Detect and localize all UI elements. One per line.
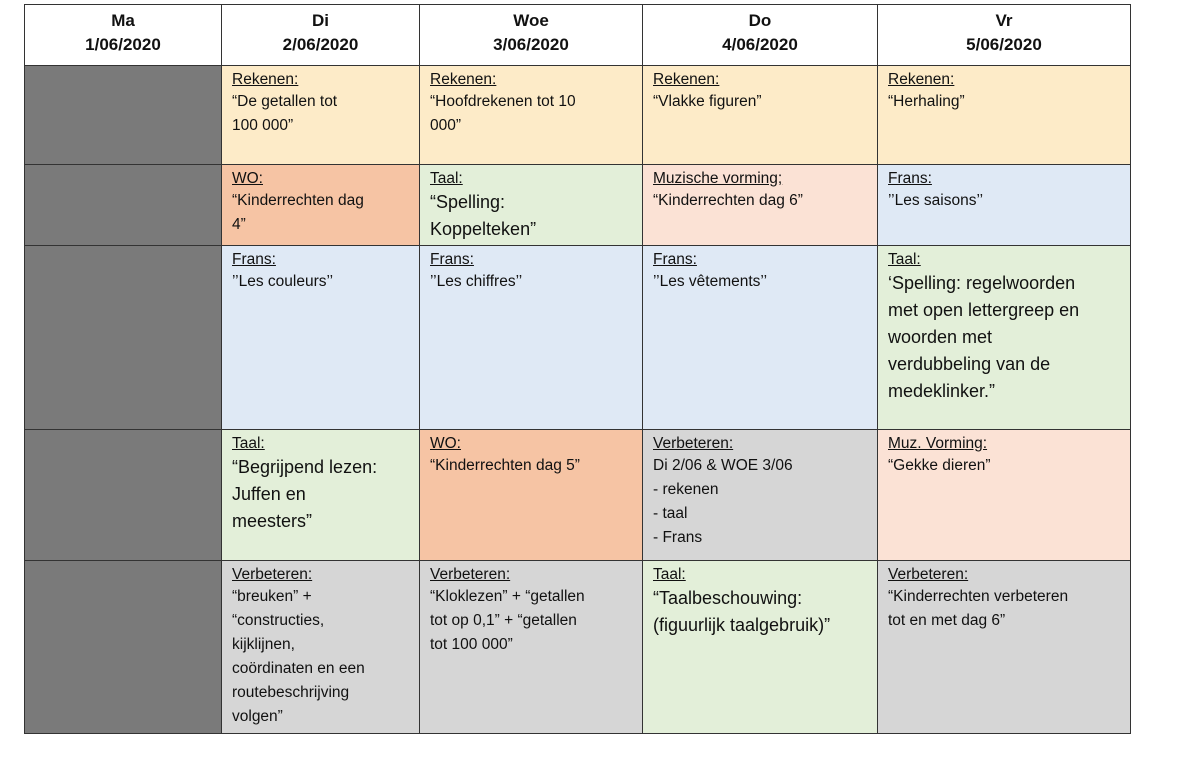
lesson-text: “Vlakke figuren”	[653, 93, 762, 110]
day-header-friday	[878, 5, 1131, 66]
lesson-text: “Kinderrechten dag 5”	[430, 457, 580, 474]
lesson-subject: Frans:	[888, 170, 932, 187]
lesson-cell	[878, 430, 1131, 561]
lesson-subject: Taal:	[430, 170, 463, 187]
lesson-subject: Frans:	[653, 251, 697, 268]
lesson-text: “Herhaling”	[888, 93, 965, 110]
day-header-tuesday	[222, 5, 420, 66]
lesson-text: ’’Les saisons’’	[888, 192, 984, 209]
lesson-text: “breuken” + “constructies, kijklijnen, coördinaten en een routebeschrijving volgen”	[232, 588, 365, 725]
lesson-cell	[643, 246, 878, 430]
day-header-thursday	[643, 5, 878, 66]
lesson-cell	[420, 165, 643, 246]
lesson-cell	[222, 561, 420, 734]
lesson-text: “Kinderrechten dag 4”	[232, 192, 364, 233]
lesson-cell	[878, 246, 1131, 430]
lesson-cell	[643, 430, 878, 561]
lesson-subject: Rekenen:	[430, 71, 497, 88]
lesson-subject: Verbeteren:	[430, 566, 511, 583]
lesson-cell	[420, 66, 643, 165]
lesson-subject: Frans:	[430, 251, 474, 268]
lesson-cell	[420, 561, 643, 734]
lesson-subject: Frans:	[232, 251, 276, 268]
schedule-row	[25, 66, 1131, 165]
lesson-text: “Taalbeschouwing: (figuurlijk taalgebruik)”	[653, 588, 831, 635]
weekly-schedule-table	[24, 4, 1131, 734]
day-name: Di	[312, 11, 329, 30]
lesson-text: “Spelling: Koppelteken”	[430, 192, 537, 239]
monday-empty-cell	[25, 430, 222, 561]
day-name: Vr	[995, 11, 1013, 30]
lesson-text: ’’Les chiffres’’	[430, 273, 523, 290]
schedule-row	[25, 561, 1131, 734]
schedule-row	[25, 430, 1131, 561]
lesson-text: ’’Les vêtements’’	[653, 273, 768, 290]
day-name: Do	[748, 11, 772, 30]
lesson-cell	[643, 561, 878, 734]
lesson-subject: Taal:	[232, 435, 265, 452]
lesson-text: “Gekke dieren”	[888, 457, 991, 474]
lesson-subject: Rekenen:	[232, 71, 299, 88]
lesson-subject: Rekenen:	[653, 71, 720, 88]
lesson-cell	[878, 561, 1131, 734]
lesson-subject: Verbeteren:	[653, 435, 734, 452]
schedule-row	[25, 246, 1131, 430]
lesson-subject: Verbeteren:	[888, 566, 969, 583]
lesson-subject: Muzische vorming;	[653, 170, 783, 187]
lesson-cell	[878, 66, 1131, 165]
lesson-text: ’’Les couleurs’’	[232, 273, 334, 290]
lesson-subject: Taal:	[888, 251, 921, 268]
monday-empty-cell	[25, 66, 222, 165]
monday-empty-cell	[25, 165, 222, 246]
lesson-subject: Rekenen:	[888, 71, 955, 88]
lesson-subject: WO:	[430, 435, 461, 452]
lesson-cell	[643, 66, 878, 165]
day-date: 3/06/2020	[493, 35, 569, 54]
lesson-subject: WO:	[232, 170, 263, 187]
day-date: 2/06/2020	[282, 35, 359, 54]
lesson-subject: Verbeteren:	[232, 566, 313, 583]
lesson-text: Di 2/06 & WOE 3/06 - rekenen - taal - Frans	[653, 457, 793, 546]
lesson-text: “Kloklezen” + “getallen tot op 0,1” + “getallen tot 100 000”	[430, 588, 585, 653]
lesson-cell	[420, 430, 643, 561]
day-name: Woe	[513, 11, 549, 30]
day-date: 5/06/2020	[966, 35, 1042, 54]
lesson-cell	[878, 165, 1131, 246]
day-header-monday	[25, 5, 222, 66]
header-row	[25, 5, 1131, 66]
schedule-row	[25, 165, 1131, 246]
day-date: 4/06/2020	[722, 35, 798, 54]
monday-empty-cell	[25, 246, 222, 430]
lesson-cell	[222, 430, 420, 561]
day-date: 1/06/2020	[85, 35, 161, 54]
lesson-text: “Hoofdrekenen tot 10 000”	[430, 93, 576, 134]
lesson-cell	[222, 246, 420, 430]
day-header-wednesday	[420, 5, 643, 66]
day-name: Ma	[111, 11, 135, 30]
lesson-cell	[222, 66, 420, 165]
lesson-text: “Kinderrechten dag 6”	[653, 192, 803, 209]
lesson-cell	[420, 246, 643, 430]
lesson-text: ‘Spelling: regelwoorden met open lettergreep en woorden met verdubbeling van de medeklinker.”	[888, 273, 1080, 401]
lesson-text: “De getallen tot 100 000”	[232, 93, 338, 134]
lesson-cell	[643, 165, 878, 246]
monday-empty-cell	[25, 561, 222, 734]
lesson-text: “Kinderrechten verbeteren tot en met dag 6”	[888, 588, 1069, 629]
lesson-subject: Muz. Vorming:	[888, 435, 988, 452]
lesson-text: “Begrijpend lezen: Juffen en meesters”	[232, 457, 378, 531]
lesson-cell	[222, 165, 420, 246]
lesson-subject: Taal:	[653, 566, 686, 583]
